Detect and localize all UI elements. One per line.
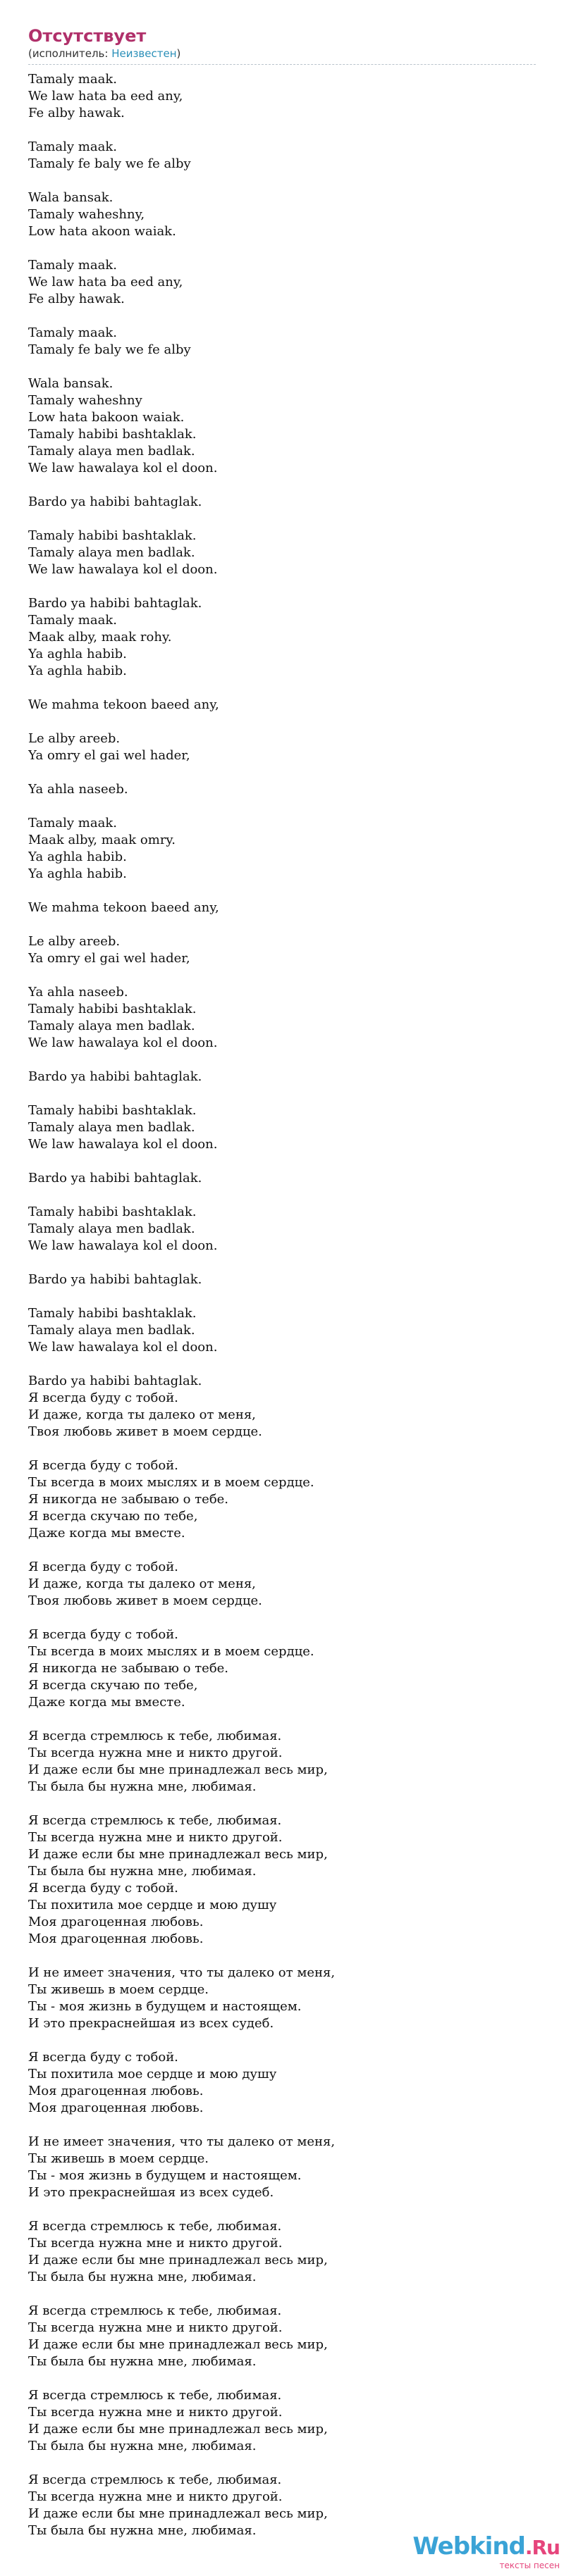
lyric-line: Tamaly alaya men badlak. (28, 545, 195, 560)
lyric-line: Tamaly waheshny, (28, 207, 145, 222)
lyric-stanza-gap (28, 967, 536, 984)
lyric-line: Ya ahla naseeb. (28, 985, 128, 1000)
lyric-line: Ты - моя жизнь в будущем и настоящем. (28, 1999, 302, 2014)
lyric-line: Ты всегда нужна мне и никто другой. (28, 2320, 283, 2335)
lyric-line: Даже когда мы вместе. (28, 1695, 185, 1710)
lyric-line: We law hawalaya kol el doon. (28, 1137, 218, 1152)
lyric-line: Tamaly habibi bashtaklak. (28, 427, 197, 442)
lyric-line: We mahma tekoon baeed any, (28, 900, 219, 915)
lyric-line: Я всегда буду с тобой. (28, 1560, 178, 1574)
lyric-line: We law hata ba eed any, (28, 89, 183, 104)
lyric-stanza-gap (28, 1255, 536, 1271)
lyric-line: Tamaly maak. (28, 139, 117, 154)
lyric-line: Ты была бы нужна мне, любимая. (28, 1864, 257, 1879)
lyric-line: Я всегда буду с тобой. (28, 1390, 178, 1405)
lyric-stanza-gap (28, 1441, 536, 1457)
lyric-line: Ты была бы нужна мне, любимая. (28, 1779, 257, 1794)
lyric-line: Ya aghla habib. (28, 866, 127, 881)
lyric-line: Моя драгоценная любовь. (28, 1931, 204, 1946)
lyric-stanza-gap (28, 511, 536, 528)
lyric-line: Ты всегда нужна мне и никто другой. (28, 2236, 283, 2251)
lyric-stanza-gap (28, 1610, 536, 1626)
lyric-line: Ты была бы нужна мне, любимая. (28, 2439, 257, 2453)
lyric-line: Bardo ya habibi bahtaglak. (28, 494, 202, 509)
lyric-line: Даже когда мы вместе. (28, 1526, 185, 1541)
lyric-line: Я всегда стремлюсь к тебе, любимая. (28, 1813, 282, 1828)
lyric-line: Ты всегда нужна мне и никто другой. (28, 2489, 283, 2504)
artist-byline (28, 46, 536, 65)
lyric-line: Моя драгоценная любовь. (28, 2101, 204, 2115)
lyric-line: Ты всегда нужна мне и никто другой. (28, 2405, 283, 2420)
lyric-line: Tamaly alaya men badlak. (28, 1019, 195, 1033)
lyric-line: Ты всегда нужна мне и никто другой. (28, 1746, 283, 1760)
lyric-line: We law hata ba eed any, (28, 275, 183, 290)
lyric-stanza-gap (28, 122, 536, 139)
lyric-line: Ты похитила мое сердце и мою душу (28, 2067, 277, 2082)
lyric-line: We law hawalaya kol el doon. (28, 461, 218, 475)
lyric-stanza-gap (28, 764, 536, 781)
lyric-line: Tamaly habibi bashtaklak. (28, 1306, 197, 1321)
lyric-line: И даже если бы мне принадлежал весь мир, (28, 1762, 328, 1777)
lyric-stanza-gap (28, 2370, 536, 2387)
lyric-line: Ya omry el gai wel hader, (28, 951, 190, 966)
lyric-line: Ты была бы нужна мне, любимая. (28, 2523, 257, 2538)
lyric-stanza-gap (28, 2117, 536, 2134)
lyric-line: Я всегда буду с тобой. (28, 1627, 178, 1642)
lyric-stanza-gap (28, 798, 536, 815)
lyric-stanza-gap (28, 1187, 536, 1204)
lyric-line: We mahma tekoon baeed any, (28, 697, 219, 712)
lyric-stanza-gap (28, 2032, 536, 2049)
lyric-line: Tamaly habibi bashtaklak. (28, 1002, 197, 1016)
lyric-line: Bardo ya habibi bahtaglak. (28, 1171, 202, 1186)
lyric-line: И не имеет значения, что ты далеко от меня, (28, 1965, 336, 1980)
watermark-tagline: тексты песен (499, 2561, 560, 2570)
lyric-line: Tamaly maak. (28, 72, 117, 87)
byline-prefix: (исполнитель: (28, 47, 112, 60)
lyric-stanza-gap (28, 1085, 536, 1102)
lyric-line: Tamaly habibi bashtaklak. (28, 1205, 197, 1219)
lyric-line: Ты живешь в моем сердце. (28, 2151, 209, 2166)
lyric-stanza-gap (28, 2201, 536, 2218)
lyric-stanza-gap (28, 359, 536, 375)
lyrics-text (28, 71, 536, 2539)
lyric-line: Ты всегда нужна мне и никто другой. (28, 1830, 283, 1845)
lyric-line: Твоя любовь живет в моем сердце. (28, 1593, 262, 1608)
lyric-line: Ya ahla naseeb. (28, 782, 128, 797)
lyric-line: Le alby areeb. (28, 934, 121, 949)
lyric-line: Tamaly maak. (28, 325, 117, 340)
lyric-line: Tamaly maak. (28, 613, 117, 628)
lyric-line: Tamaly habibi bashtaklak. (28, 528, 197, 543)
lyric-line: Tamaly waheshny (28, 393, 142, 408)
lyric-line: Low hata bakoon waiak. (28, 410, 185, 425)
lyric-line: Tamaly fe baly we fe alby (28, 156, 191, 171)
lyric-line: Я всегда буду с тобой. (28, 1881, 178, 1896)
lyric-line: Ya aghla habib. (28, 647, 127, 661)
lyric-line: Ya aghla habib. (28, 664, 127, 678)
lyric-line: Моя драгоценная любовь. (28, 1915, 204, 1929)
lyric-line: И даже если бы мне принадлежал весь мир, (28, 2422, 328, 2437)
lyric-line: Я никогда не забываю о тебе. (28, 1492, 229, 1507)
lyric-line: We law hawalaya kol el doon. (28, 562, 218, 577)
lyric-line: И даже если бы мне принадлежал весь мир, (28, 2253, 328, 2267)
lyric-line: We law hawalaya kol el doon. (28, 1035, 218, 1050)
lyric-line: Maak alby, maak rohy. (28, 630, 172, 645)
lyric-line: Tamaly alaya men badlak. (28, 1323, 195, 1338)
lyric-stanza-gap (28, 714, 536, 730)
lyric-line: Tamaly alaya men badlak. (28, 1120, 195, 1135)
site-watermark (405, 2532, 560, 2572)
lyric-line: Твоя любовь живет в моем сердце. (28, 1424, 262, 1439)
lyric-line: Wala bansak. (28, 376, 114, 391)
lyric-line: Le alby areeb. (28, 731, 121, 746)
lyric-stanza-gap (28, 2455, 536, 2472)
lyric-line: Tamaly maak. (28, 816, 117, 830)
lyric-line: И не имеет значения, что ты далеко от меня, (28, 2134, 336, 2149)
lyric-line: Bardo ya habibi bahtaglak. (28, 1374, 202, 1388)
lyric-line: Я всегда скучаю по тебе, (28, 1678, 198, 1693)
lyric-stanza-gap (28, 308, 536, 325)
lyric-line: И это прекраснейшая из всех судеб. (28, 2016, 274, 2031)
watermark-tld: .Ru (525, 2536, 560, 2559)
byline-suffix: ) (176, 47, 181, 60)
lyric-line: Tamaly fe baly we fe alby (28, 342, 191, 357)
lyric-line: Я никогда не забываю о тебе. (28, 1661, 229, 1676)
lyric-line: Tamaly alaya men badlak. (28, 1221, 195, 1236)
lyric-stanza-gap (28, 240, 536, 257)
lyric-line: Я всегда буду с тобой. (28, 2050, 178, 2065)
lyric-line: Fe alby hawak. (28, 106, 125, 120)
lyric-line: И даже если бы мне принадлежал весь мир, (28, 2337, 328, 2352)
lyric-line: We law hawalaya kol el doon. (28, 1238, 218, 1253)
artist-link[interactable]: Неизвестен (111, 47, 177, 60)
lyric-line: Tamaly alaya men badlak. (28, 444, 195, 459)
lyric-stanza-gap (28, 2286, 536, 2303)
lyric-line: Я всегда стремлюсь к тебе, любимая. (28, 1729, 282, 1743)
lyric-line: Ya aghla habib. (28, 850, 127, 864)
lyric-line: Bardo ya habibi bahtaglak. (28, 1069, 202, 1084)
lyric-line: Tamaly maak. (28, 258, 117, 273)
lyric-stanza-gap (28, 1711, 536, 1728)
lyric-line: Я всегда стремлюсь к тебе, любимая. (28, 2219, 282, 2234)
lyric-line: Fe alby hawak. (28, 292, 125, 306)
lyric-line: Ты живешь в моем сердце. (28, 1982, 209, 1997)
lyric-stanza-gap (28, 1542, 536, 1559)
lyric-line: Ya omry el gai wel hader, (28, 748, 190, 763)
lyric-line: Bardo ya habibi bahtaglak. (28, 1272, 202, 1287)
lyric-line: We law hawalaya kol el doon. (28, 1340, 218, 1355)
lyric-line: Ты - моя жизнь в будущем и настоящем. (28, 2168, 302, 2183)
lyric-line: Я всегда буду с тобой. (28, 1458, 178, 1473)
lyric-line: Я всегда стремлюсь к тебе, любимая. (28, 2472, 282, 2487)
lyric-line: Ты была бы нужна мне, любимая. (28, 2270, 257, 2284)
lyric-stanza-gap (28, 883, 536, 900)
lyric-line: Моя драгоценная любовь. (28, 2084, 204, 2098)
song-title: Отсутствует (28, 26, 147, 46)
lyric-stanza-gap (28, 680, 536, 697)
lyric-stanza-gap (28, 1288, 536, 1305)
lyric-line: Ты была бы нужна мне, любимая. (28, 2354, 257, 2369)
lyric-stanza-gap (28, 477, 536, 494)
lyric-line: Ты похитила мое сердце и мою душу (28, 1898, 277, 1912)
lyric-line: Bardo ya habibi bahtaglak. (28, 596, 202, 611)
lyrics-page (28, 25, 536, 2539)
lyric-stanza-gap (28, 1356, 536, 1373)
lyric-line: Maak alby, maak omry. (28, 833, 176, 847)
lyric-stanza-gap (28, 173, 536, 189)
lyric-line: Ты всегда в моих мыслях и в моем сердце. (28, 1644, 314, 1659)
lyric-line: Low hata akoon waiak. (28, 224, 176, 239)
lyric-stanza-gap (28, 1052, 536, 1069)
watermark-brand: Webkind (412, 2532, 525, 2561)
lyric-line: Я всегда скучаю по тебе, (28, 1509, 198, 1524)
lyric-stanza-gap (28, 578, 536, 595)
lyric-line: И это прекраснейшая из всех судеб. (28, 2185, 274, 2200)
watermark-logo (405, 2532, 560, 2562)
lyric-stanza-gap (28, 1153, 536, 1170)
lyric-stanza-gap (28, 1796, 536, 1812)
lyric-line: И даже, когда ты далеко от меня, (28, 1576, 256, 1591)
lyric-line: Я всегда стремлюсь к тебе, любимая. (28, 2388, 282, 2403)
lyric-stanza-gap (28, 1948, 536, 1965)
lyric-line: Wala bansak. (28, 190, 114, 205)
lyric-line: И даже если бы мне принадлежал весь мир, (28, 1847, 328, 1862)
lyric-line: И даже, когда ты далеко от меня, (28, 1407, 256, 1422)
lyric-line: Ты всегда в моих мыслях и в моем сердце. (28, 1475, 314, 1490)
lyric-stanza-gap (28, 916, 536, 933)
lyric-line: Я всегда стремлюсь к тебе, любимая. (28, 2303, 282, 2318)
lyric-line: И даже если бы мне принадлежал весь мир, (28, 2506, 328, 2521)
lyric-line: Tamaly habibi bashtaklak. (28, 1103, 197, 1118)
